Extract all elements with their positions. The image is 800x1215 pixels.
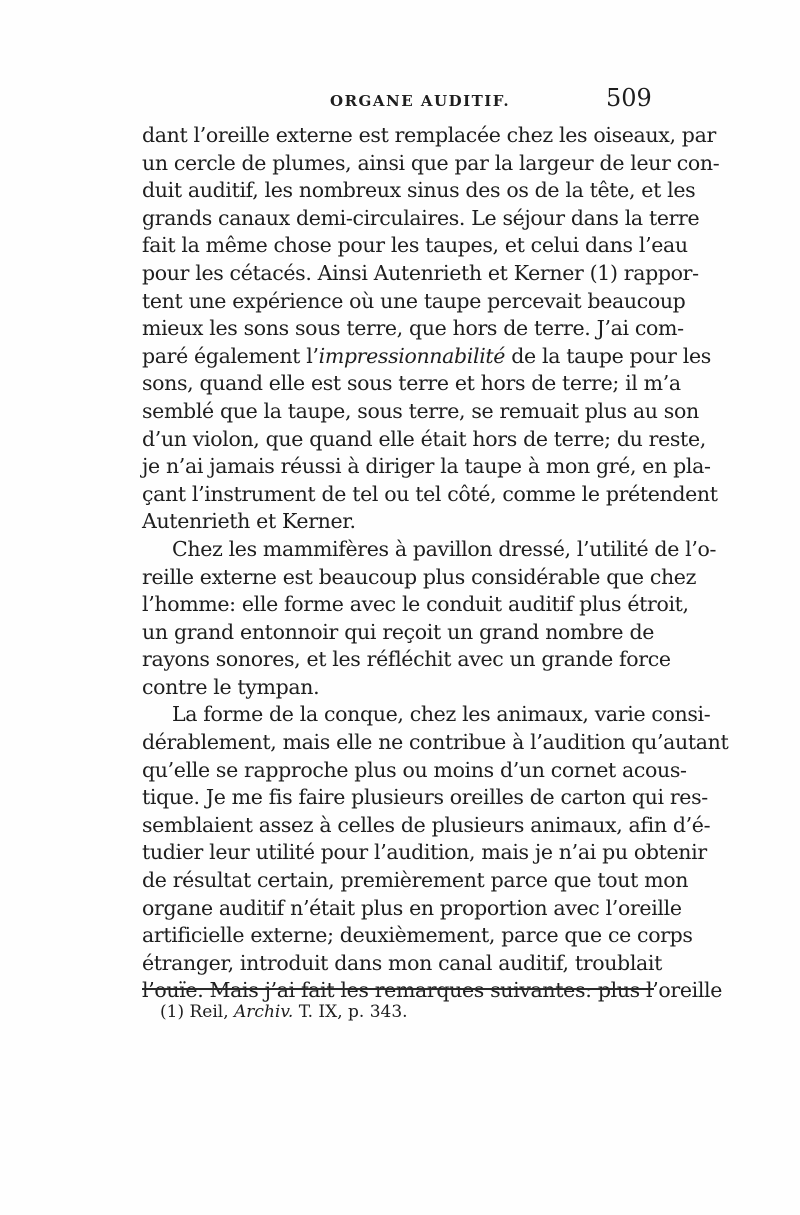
text-segment: paré également l’: [142, 343, 319, 368]
footnote-text: T. IX, p. 343.: [293, 1002, 408, 1022]
text-line: fait la même chose pour les taupes, et celui dans l’eau: [142, 233, 688, 258]
text-line: un grand entonnoir qui reçoit un grand nombre de: [142, 619, 654, 644]
text-line: de résultat certain, premièrement parce que tout mon: [142, 868, 689, 893]
text-line: La forme de la conque, chez les animaux, varie consi-: [172, 702, 711, 727]
text-line: dant l’oreille externe est remplacée chez les oiseaux, par: [142, 123, 716, 147]
text-line: Chez les mammifères à pavillon dressé, l’utilité de l’o-: [172, 536, 717, 561]
text-line: je n’ai jamais réussi à diriger la taupe à mon gré, en pla-: [142, 454, 711, 479]
footnote-journal: Archiv.: [234, 1002, 294, 1022]
text-line: semblé que la taupe, sous terre, se remuait plus au son: [142, 398, 699, 423]
text-line: tique. Je me fis faire plusieurs oreilles de carton qui res-: [142, 785, 708, 810]
text-line: duit auditif, les nombreux sinus des os de la tête, et les: [142, 178, 696, 203]
text-line: contre le tympan.: [142, 674, 320, 699]
text-line: l’ouïe. Mais j’ai fait les remarques suivantes: plus l’oreille: [142, 978, 723, 1003]
text-line: Autenrieth et Kerner.: [142, 509, 356, 534]
text-line: d’un violon, que quand elle était hors de terre; du reste,: [142, 426, 706, 451]
text-line: grands canaux demi-circulaires. Le séjour dans la terre: [142, 205, 700, 230]
running-head: ORGANE AUDITIF.: [330, 92, 511, 110]
text-line: l’homme: elle forme avec le conduit auditif plus étroit,: [142, 592, 689, 617]
body-text: [142, 122, 729, 1003]
text-line: dérablement, mais elle ne contribue à l’audition qu’autant: [142, 730, 729, 755]
footnote-rule: [142, 988, 654, 990]
text-line: qu’elle se rapproche plus ou moins d’un cornet acous-: [142, 757, 687, 782]
text-line: un cercle de plumes, ainsi que par la largeur de leur con-: [142, 150, 720, 175]
text-line: çant l’instrument de tel ou tel côté, comme le prétendent: [142, 481, 718, 506]
page-number: 509: [606, 84, 652, 112]
italic-term: impressionnabilité: [318, 343, 506, 368]
footnote: [160, 1002, 408, 1022]
text-line: pour les cétacés. Ainsi Autenrieth et Kerner (1) rappor-: [142, 260, 699, 285]
text-line: mieux les sons sous terre, que hors de terre. J’ai com-: [142, 316, 684, 341]
text-line: étranger, introduit dans mon canal auditif, troublait: [142, 950, 663, 975]
text-line: reille externe est beaucoup plus considérable que chez: [142, 564, 697, 589]
text-line: organe auditif n’était plus en proportion avec l’oreille: [142, 895, 682, 920]
text-line: tent une expérience où une taupe percevait beaucoup: [142, 288, 686, 313]
text-line: tudier leur utilité pour l’audition, mais je n’ai pu obtenir: [142, 840, 707, 865]
text-line: artificielle externe; deuxièmement, parce que ce corps: [142, 923, 693, 948]
footnote-text: (1) Reil,: [160, 1002, 235, 1022]
text-line: rayons sonores, et les réfléchit avec un grande force: [142, 647, 671, 672]
text-line: sons, quand elle est sous terre et hors de terre; il m’a: [142, 371, 681, 396]
text-segment: de la taupe pour les: [505, 343, 711, 368]
text-line: [142, 343, 711, 371]
text-line: semblaient assez à celles de plusieurs animaux, afin d’é-: [142, 812, 711, 837]
